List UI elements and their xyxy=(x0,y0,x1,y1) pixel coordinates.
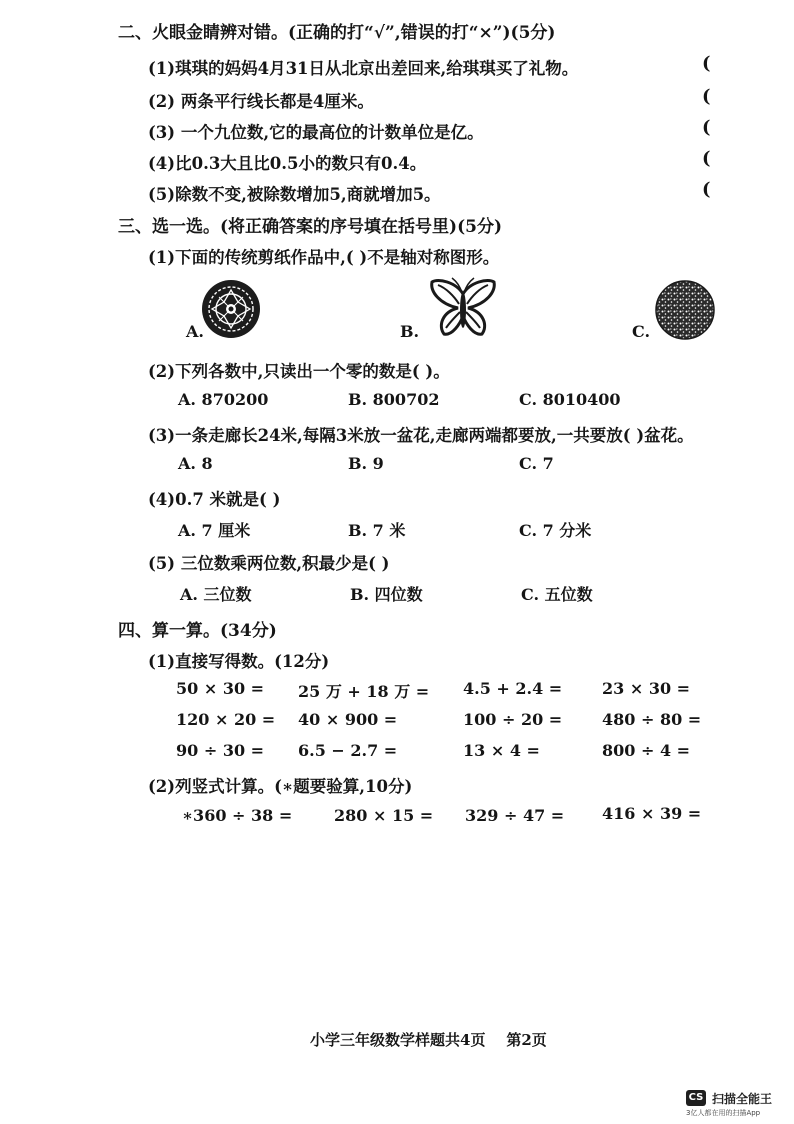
page-footer: 小学三年级数学样题共4页 第2页 xyxy=(310,1031,547,1049)
answer-paren-4: ( xyxy=(702,148,711,169)
choice-q4-option-c: C. 7 分米 xyxy=(519,521,592,540)
vertical-calc-3: 329 ÷ 47 = xyxy=(465,806,565,825)
section3-title: 三、选一选。(将正确答案的序号填在括号里)(5分) xyxy=(118,217,503,237)
calc-part1-title: (1)直接写得数。(12分) xyxy=(148,652,330,671)
choice-q3-option-c: C. 7 xyxy=(519,454,554,473)
choice-q5-text: (5) 三位数乘两位数,积最少是( ) xyxy=(148,554,390,573)
calc-3-3: 13 × 4 = xyxy=(463,741,540,760)
judge-item-3: (3) 一个九位数,它的最高位的计数单位是亿。 xyxy=(148,123,484,142)
section2-title: 二、火眼金睛辨对错。(正确的打“√”,错误的打“×”)(5分) xyxy=(118,23,556,43)
choice-q5-option-b: B. 四位数 xyxy=(350,585,423,604)
camscanner-tagline: 3亿人都在用的扫描App xyxy=(686,1109,761,1117)
calc-2-3: 100 ÷ 20 = xyxy=(463,710,563,729)
calc-3-2: 6.5 − 2.7 = xyxy=(298,741,398,760)
choice-q1-text: (1)下面的传统剪纸作品中,( )不是轴对称图形。 xyxy=(148,248,500,267)
calc-2-1: 120 × 20 = xyxy=(176,710,276,729)
calc-2-4: 480 ÷ 80 = xyxy=(602,710,702,729)
vertical-calc-1: ∗360 ÷ 38 = xyxy=(182,806,293,825)
choice-q2-option-a: A. 870200 xyxy=(178,390,269,409)
answer-paren-1: ( xyxy=(702,53,711,74)
papercut-option-b: B. xyxy=(400,322,420,341)
answer-paren-3: ( xyxy=(702,117,711,138)
answer-paren-2: ( xyxy=(702,86,711,107)
calc-3-4: 800 ÷ 4 = xyxy=(602,741,691,760)
judge-item-2: (2) 两条平行线长都是4厘米。 xyxy=(148,92,374,111)
calc-3-1: 90 ÷ 30 = xyxy=(176,741,265,760)
papercut-option-c: C. xyxy=(632,322,651,341)
calc-1-2: 25 万 + 18 万 = xyxy=(298,682,430,701)
choice-q4-option-a: A. 7 厘米 xyxy=(178,521,251,540)
papercut-round-knot-icon xyxy=(200,278,262,340)
papercut-butterfly-icon xyxy=(428,276,498,342)
camscanner-logo-icon: CS xyxy=(686,1090,706,1106)
choice-q2-option-c: C. 8010400 xyxy=(519,390,621,409)
judge-item-5: (5)除数不变,被除数增加5,商就增加5。 xyxy=(148,185,441,204)
choice-q3-option-a: A. 8 xyxy=(178,454,213,473)
choice-q5-option-c: C. 五位数 xyxy=(521,585,593,604)
answer-paren-5: ( xyxy=(702,179,711,200)
choice-q4-text: (4)0.7 米就是( ) xyxy=(148,490,281,509)
vertical-calc-2: 280 × 15 = xyxy=(334,806,434,825)
calc-1-4: 23 × 30 = xyxy=(602,679,691,698)
choice-q2-option-b: B. 800702 xyxy=(348,390,440,409)
choice-q2-text: (2)下列各数中,只读出一个零的数是( )。 xyxy=(148,362,450,381)
choice-q3-text: (3)一条走廊长24米,每隔3米放一盆花,走廊两端都要放,一共要放( )盆花。 xyxy=(148,426,694,445)
camscanner-name: 扫描全能王 xyxy=(712,1092,773,1106)
calc-1-3: 4.5 + 2.4 = xyxy=(463,679,563,698)
vertical-calc-4: 416 × 39 = xyxy=(602,804,702,823)
papercut-option-a: A. xyxy=(186,322,204,341)
choice-q3-option-b: B. 9 xyxy=(348,454,384,473)
judge-item-4: (4)比0.3大且比0.5小的数只有0.4。 xyxy=(148,154,427,173)
choice-q4-option-b: B. 7 米 xyxy=(348,521,406,540)
calc-part2-title: (2)列竖式计算。(∗题要验算,10分) xyxy=(148,777,413,796)
choice-q5-option-a: A. 三位数 xyxy=(180,585,252,604)
section4-title: 四、算一算。(34分) xyxy=(118,621,277,641)
papercut-flower-circle-icon xyxy=(655,280,715,340)
judge-item-1: (1)琪琪的妈妈4月31日从北京出差回来,给琪琪买了礼物。 xyxy=(148,59,579,78)
calc-2-2: 40 × 900 = xyxy=(298,710,398,729)
calc-1-1: 50 × 30 = xyxy=(176,679,265,698)
